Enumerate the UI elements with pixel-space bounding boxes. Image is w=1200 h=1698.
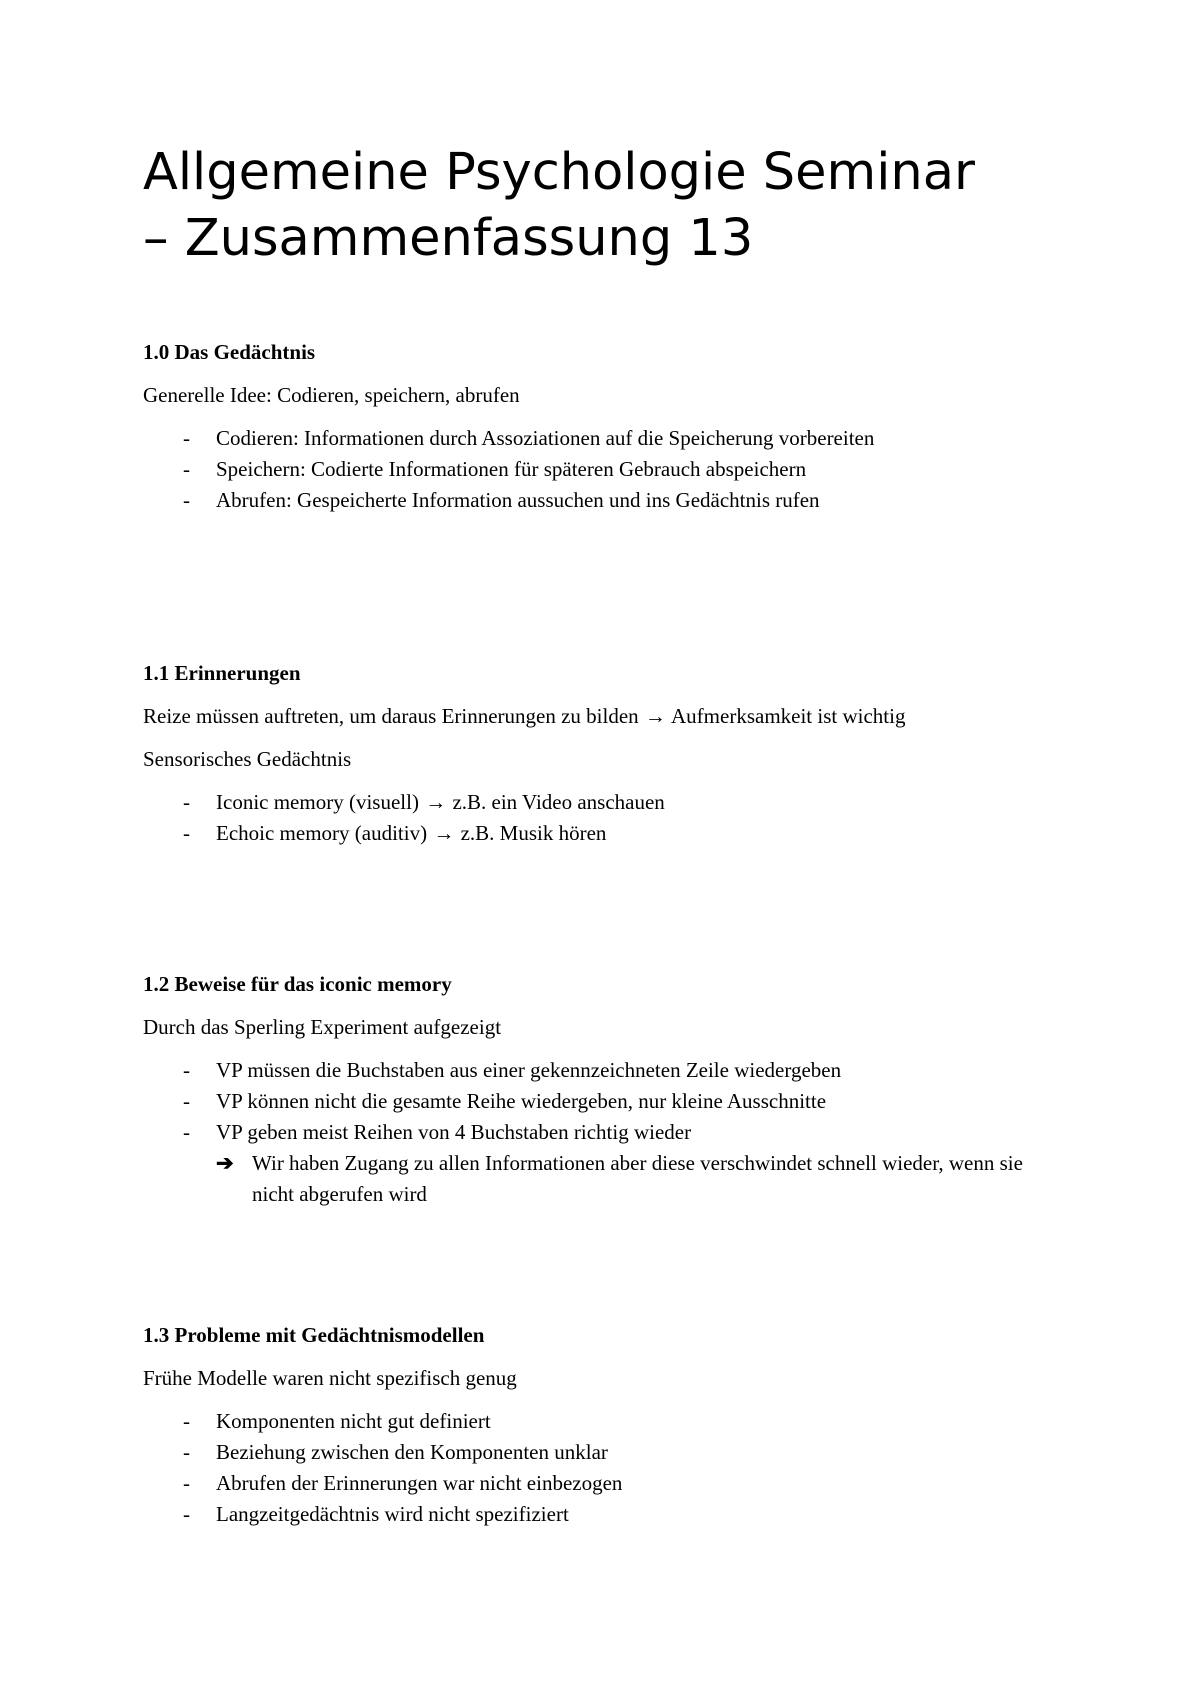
section-gedaechtnis [143,337,1103,516]
section-gedaechtnismodelle [143,1320,1103,1530]
dash-bullet-icon: - [183,426,190,450]
dash-bullet-icon: - [183,1089,190,1113]
dash-bullet-icon: - [183,1058,190,1082]
bullet-list [143,1406,1103,1530]
list-item: - Komponenten nicht gut definiert [143,1406,1103,1437]
list-item: - VP können nicht die gesamte Reihe wiedergeben, nur kleine Ausschnitte [143,1086,1103,1117]
list-item: - VP müssen die Buchstaben aus einer gekennzeichneten Zeile wiedergeben [143,1055,1103,1086]
dash-bullet-icon: - [183,1471,190,1495]
bullet-list [143,1055,1103,1210]
section-heading: 1.3 Probleme mit Gedächtnismodellen [143,1323,485,1347]
list-item: - Speichern: Codierte Informationen für späteren Gebrauch abspeichern [143,454,1103,485]
dash-bullet-icon: - [183,488,190,512]
list-item: - Abrufen: Gespeicherte Information aussuchen und ins Gedächtnis rufen [143,485,1103,516]
right-arrow-icon: → [433,821,455,845]
section-heading: 1.1 Erinnerungen [143,661,301,685]
title-line-1: Allgemeine Psychologie Seminar [143,143,975,202]
section-erinnerungen [143,658,1103,849]
bullet-list [143,423,1103,516]
bold-arrow-icon: ➔ [216,1151,234,1175]
paragraph: Reize müssen auftreten, um daraus Erinnerungen zu bilden → Aufmerksamkeit ist wichtig [143,704,906,728]
list-item: - Langzeitgedächtnis wird nicht spezifiziert [143,1499,1103,1530]
list-item: - Codieren: Informationen durch Assoziationen auf die Speicherung vorbereiten [143,423,1103,454]
paragraph: Sensorisches Gedächtnis [143,747,352,771]
right-arrow-icon: → [425,790,447,814]
dash-bullet-icon: - [183,1409,190,1433]
section-iconic-memory [143,969,1103,1210]
list-item: - Echoic memory (auditiv) → z.B. Musik hören [143,818,1103,849]
dash-bullet-icon: - [183,457,190,481]
list-item: - Beziehung zwischen den Komponenten unklar [143,1437,1103,1468]
dash-bullet-icon: - [183,1120,190,1144]
document-title [143,140,1103,272]
paragraph: Frühe Modelle waren nicht spezifisch genug [143,1366,517,1390]
title-line-2: – Zusammenfassung 13 [143,209,754,268]
list-item: - Abrufen der Erinnerungen war nicht einbezogen [143,1468,1103,1499]
list-item: - Iconic memory (visuell) → z.B. ein Video anschauen [143,787,1103,818]
dash-bullet-icon: - [183,1440,190,1464]
dash-bullet-icon: - [183,790,190,814]
paragraph: Durch das Sperling Experiment aufgezeigt [143,1015,502,1039]
right-arrow-icon: → [644,704,666,728]
dash-bullet-icon: - [183,821,190,845]
bullet-list [143,787,1103,849]
list-item: - VP geben meist Reihen von 4 Buchstaben richtig wieder [143,1117,1103,1148]
paragraph: Generelle Idee: Codieren, speichern, abrufen [143,383,520,407]
section-heading: 1.0 Das Gedächtnis [143,340,316,364]
arrow-list-item: ➔ Wir haben Zugang zu allen Informationen aber diese verschwindet schnell wieder, wenn sie nicht abgerufen wird [143,1148,1052,1210]
dash-bullet-icon: - [183,1502,190,1526]
section-heading: 1.2 Beweise für das iconic memory [143,972,452,996]
